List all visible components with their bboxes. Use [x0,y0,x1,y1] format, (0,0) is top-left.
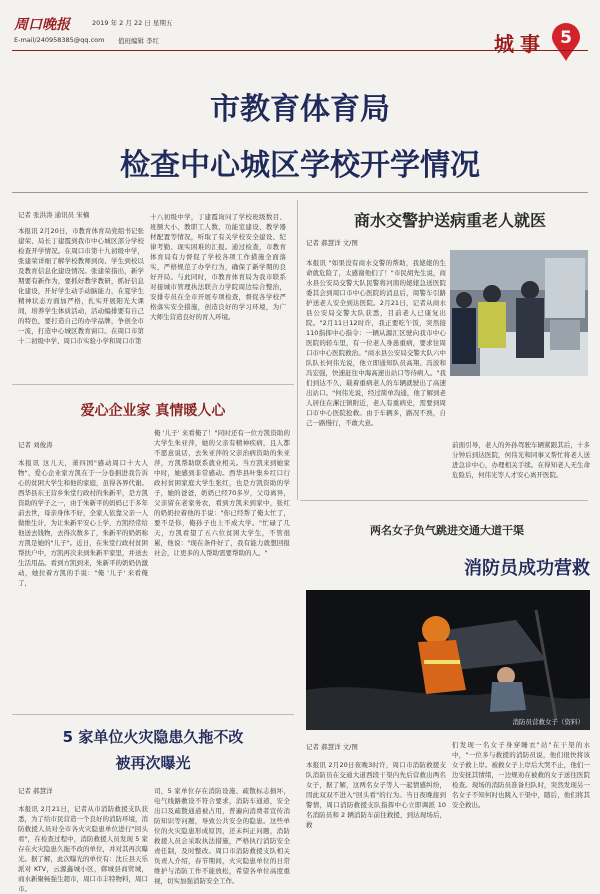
fire-body-col1: 本报讯 2月21日，记者从市消防救援支队获悉，为了给市民营造一个良好的消防环境，消防救援人员对全市各火灾隐患单位进行"回头看"，在检查过程中，消防救援人员发现 5 家存在火灾隐患久拖不改的单位，并对其再次曝光。据了解，此次曝光的单位有：沈丘县天乐派对 KTV，云源鑫城小区，郸城县商贸城，商水新聚畅强生超市，周口市丰特物料，周口市。 [18,805,148,893]
charity-byline: 记者 刘俊涛 [18,441,53,449]
girls-byline: 记者 郝慧洋 文/图 [306,743,358,751]
charity-body-col1: 本报讯 这儿天，萧四国"感动周口十大人物"、爱心企业家方凯在于一分卷捐进我告诉心的贫困大学生和他的家庭，虽得各界代谢。西华县东王营乡朱堂行政村的朱新平，是方凯资助的学子之一，由于朱新平的妈妈已于多年前去世，母亲身体不好，全家人依靠父亲一人做维生计，为让朱新平安心上学，方凯经常给他送去钱物，去得次数多了，朱新平的奶奶称方凯是她的"儿子"。近日，在朱堂行政村贫困帮扶户中，方凯再次来到朱新平家里，并送去生活用品。看到方凯到来，朱新平的奶奶仍激动，她拉着方凯的手说："俺 '儿子' 来看俺了， [18,459,148,587]
charity-headline: 爱心企业家 真情暖人心 [80,403,226,419]
girls-body-col1: 本报讯 2月20日夜晚3时许，周口市消防救援支队消防员在交通大道西段干渠内先后营救出两名女子，据了解，这两名女子等人一起情感纠纷，因此双双不进入"回头看"的行为。当日夜晚接到警情，周口消防救援支队指挥中心立即调派 10 名消防员和 2 辆消防车前往救援，到达现场后，救 [306,761,446,829]
elderly-body-col2: 前面引导，老人的外孙驾驶车辆紧跟其后，十多分钟后到达医院，何伟光和同事又帮忙将老人送进急诊中心，办理相关手续。在得知老人无生命危险后，何伟光等人才安心离开医院。 [452,441,590,479]
main-bottom-rule [12,384,294,385]
fire-headline-2: 被再次曝光 [115,754,191,772]
masthead-rule [12,50,588,51]
main-headline-rule [12,192,588,193]
fire-top-rule [12,714,294,715]
main-headline-2: 检查中心城区学校开学情况 [120,148,480,183]
elderly-photo [450,250,588,376]
charity-body-col2: 俺 '儿子' 来看俺了！"同时还有一位方凯资助的大学生朱亚萍，她的父亲有精神疾病，且人都不愿意说话，去朱亚萍的父亲治病资助的朱亚萍，方凯帮助联系就业相关。当方凯来到她家中时，她感到非常感动。西华县叶集乡红口行政村贫困家庭大学生张红，也是方凯资助的学子，她的爸爸，奶奶已经70多岁，父母离异，父亲留在老家务农，看到方凯来到家中，张红的奶奶拉着他的手说："你已经帮了俺太忙了，要不是你，俺孙子也上不成大学。"忙碌了几天，方凯看望了五六位贫困大学生，不管很累，他说："现在条件好了，我有能力就想回报社会，让更多的人帮助需要帮助的人。" [154,429,290,557]
elderly-headline: 商水交警护送病重老人就医 [353,211,546,230]
fire-body-col2: 司，5 家单位存在消防设施、疏散标志损坏，电气线路敷设不符合要求，消防车通道，安全出口及疏散通道被占用，普遍向消费者宣传消防知识等问题，导致公共安全的隐患。这些单位的火灾隐患形成原因，还未纠正问题，消防救援人员会采取执法措施，严格执行消防安全责任制，及时整改。周口市消防救援支队相关负责人介绍，春节期间，火灾隐患单位的日常维护与消防工作不能放松，希望各单位高度重视，切实加强消防安全工作。 [154,787,290,885]
girls-subheadline: 两名女子负气跳进交通大道干渠 [370,524,524,537]
editor-line: 值班编辑 李红 [118,37,160,45]
right-column-rule [297,200,298,500]
girls-photo-caption: 消防员营救女子（资料） [512,718,584,726]
main-body-left: 本报讯 2月20日，市教育体育局党组书记张建荣、局长丁建霞到我市中心城区部分学校检查开学情况。在周口市第十九初级中学，张建荣详细了解学校教师到岗、学生到校以及教育信息化建设情况。张建荣指出，新学期要有新作为，要抓好教学教研，抓好信息化建设，开好学生动手动脑能力，在夏学生精神状态方面加严格，扎实开展阳光大课间，培养学生体质活动，活动编排要有自己的特色，要打造自己的办学品牌，争创全市一流，打造中心城区教育窗口。在周口市第十二初级中学、周口市实验小学和周口市第 [18,227,144,345]
girls-body-col2: 们发现一名女子身穿睡衣"站"在干渠的水中，"一位多与救援的消防员说，他们很快将该女子救上岸。被救女子上岸后大哭不止，他们一边安抚其情绪，一边规劝在被救的女子送往医院检查。现场的消防员准备归队时，突然发现另一名女子不知何时也跳入干渠中，随后，他们将其安全救出。 [452,741,590,809]
main-headline-1: 市教育体育局 [210,92,390,127]
fire-byline: 记者 郝慧洋 [18,787,53,795]
date-line: 2019 年 2 月 22 日 星期五 [92,19,173,27]
elderly-body-col1: 本报讯 "如果没有商水交警的帮助，我姥姥的生命就危险了，太感谢他们了！"市民胡先生说，商水县公安局交警大队民警将河南的姥姥急送医院委其会到周口市中心医院的消息后，周警车引路护送老人安全到达医院。2月21日，记者从商水县公安局交警大队获悉，目前老人已康复出院。"2月11日12时许，我正要吃午饭，突然接110指挥中心指令：一辆从源汇区驶向我市中心医院的轿车里，有一位老人身患重病，要求往周口市中心医院救治。"商水县公安局交警大队六中队队长何伟光说，他立即通知队员高翔、冯波和冯宏强，快速赶往中海高速出站口等待病人。"我们到达不久，载着重病老人的车辆就驶出了高速出站口。"何伟光说，经过简单沟通，他了解到老人居住在漯汪镇附近，老人有重病史，需要到周口市中心医院抢救。由于车辆多，路况不熟，自己一路慢行，不敢大意。 [306,259,446,427]
masthead [0,0,600,72]
page-number-badge [550,22,582,62]
section-title: 城事 [494,32,546,56]
logo: 周口晚报 [14,17,70,33]
girls-top-rule [300,500,588,501]
email-line: E-mail/240958385@qq.com [14,36,105,44]
fire-headline-1: 5 家单位火灾隐患久拖不改 [62,728,244,746]
main-body-right: 十八初级中学，丁建霞询问了学校班级数目、班额大小、教职工人数、功能室建设、教学器材配置等情况，听取了有关学校安全建设、纪律考勤、现实困难的汇报。通过检查，市教育体育局有力督促了学校各项工作措施全面落实，严格规范了办学行为，确保了新学期的良好开局。与此同时，市教育体育局为我市联系对接城市管理执法联合力学院周边综合整治，安排专员在全市开展专项检查，督促各学校严格落实安全措施，创造良好的学习环境，为广大师生营造良好的育人环境。 [150,213,286,321]
girls-photo [306,590,590,730]
page-number: 5 [560,28,572,48]
elderly-byline: 记者 郝慧洋 文/图 [306,239,358,247]
girls-headline: 消防员成功营救 [464,558,590,579]
main-byline: 记者 张洪涛 通讯员 宋楠 [18,211,90,219]
